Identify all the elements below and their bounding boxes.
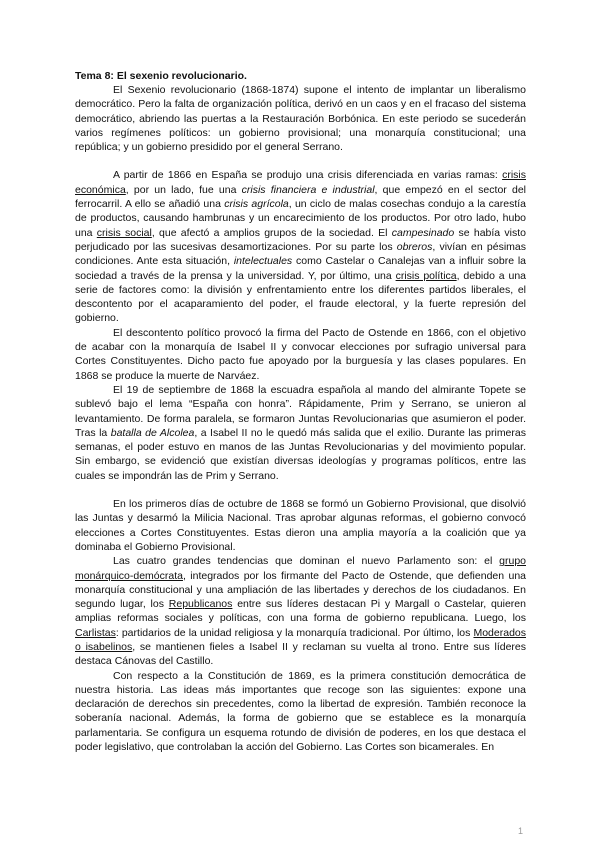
text-run: , que empezó en el sector del ferrocarril. A ello se añadió una bbox=[75, 183, 526, 211]
paragraph bbox=[75, 83, 526, 154]
underlined-text: crisis económica bbox=[75, 169, 526, 196]
document-title: Tema 8: El sexenio revolucionario. bbox=[75, 70, 247, 82]
text-run: : partidarios de la unidad religiosa y la monarquía tradicional. Por último, los bbox=[115, 626, 474, 639]
page-number: 1 bbox=[518, 826, 524, 836]
text-run: , un ciclo de malas cosechas condujo a la carestía de productos, causando hambrunas y un encarecimiento de los productos. Por otro lado, hubo una bbox=[75, 198, 527, 239]
text-run: El Sexenio revolucionario (1868-1874) supone el intento de implantar un liberalismo democrático. Pero la falta de organización política, derivó en un caos y en el fracaso del sistema democrático, abriendo las puertas a la Restauración Borbónica. En este periodo se sucederán varios regímenes políticos: un gobierno provisional; una monarquía constitucional; una república; y un gobierno presidido por el general Serrano. bbox=[75, 84, 526, 154]
underlined-text: grupo monárquico-demócrata bbox=[75, 555, 526, 582]
italic-text: crisis financiera e industrial bbox=[241, 183, 375, 196]
paragraph bbox=[75, 554, 526, 668]
text-run: En los primeros días de octubre de 1868 se formó un Gobierno Provisional, que disolvió las Juntas y desarmó la Milicia Nacional. Tras aprobar algunas reformas, el gobierno convocó elecciones a Cortes Constituyentes. Estas dieron una amplia mayoría a la coalición que ya dominaba el Gobierno Provisional. bbox=[75, 498, 526, 553]
text-run: , integrados por los firmante del Pacto de Ostende, que defienden una monarquía constitucional y una ampliación de las libertades y derechos de los ciudadanos. En segundo lugar, los bbox=[75, 569, 526, 611]
paragraph bbox=[75, 669, 526, 755]
text-run: , se mantienen fieles a Isabel II y reclaman su vuelta al trono. Entre sus líderes destaca Cánovas del Castillo. bbox=[75, 640, 527, 668]
text-run: , vivían en pésimas condiciones. Ante esta situación, bbox=[75, 240, 526, 268]
paragraph-container bbox=[75, 83, 526, 754]
italic-text: intelectuales bbox=[233, 255, 293, 268]
paragraph bbox=[75, 383, 526, 483]
text-run: entre sus líderes destacan Pi y Margall o Castelar, quieren amplias reformas sociales y políticas, con una forma de gobierno republicana. Luego, los bbox=[75, 598, 526, 625]
text-run: , por un lado, fue una bbox=[125, 183, 242, 196]
document-body bbox=[75, 70, 526, 754]
text-run: El descontento político provocó la firma del Pacto de Ostende en 1866, con el objetivo de acabar con la monarquía de Isabel II y convocar elecciones por sufragio universal para Cortes Constituyentes. Dicho pacto fue apoyado por la burguesía y las clases populares. En 1868 se produce la muerte de Narváez. bbox=[75, 326, 526, 382]
text-run: , a Isabel II no le quedó más salida que el exilio. Durante las primeras semanas, el poder estuvo en manos de las Juntas Revolucionarias y del movimiento popular. Sin embargo, se evidenció que existían diversas ideologías y programas políticos, entre las cuales se impondrán las de Prim y Serrano. bbox=[75, 426, 526, 482]
text-run: se había visto perjudicado por las sucesivas desamortizaciones. Por su parte los bbox=[75, 226, 526, 253]
paragraph bbox=[75, 326, 526, 383]
text-run: como Castelar o Canalejas van a influir sobre la sociedad a través de la prensa y la universidad. Y, por último, una bbox=[75, 255, 527, 282]
text-run: El 19 de septiembre de 1868 la escuadra española al mando del almirante Topete se sublevó bajo el lema “España con honra”. Rápidamente, Prim y Serrano, se unieron al levantamiento. De forma paralela, se formaron Juntas Revolucionarias que asumieron el poder. Tras la bbox=[75, 383, 526, 439]
italic-text: batalla de Alcolea bbox=[110, 426, 195, 439]
text-run: , que afectó a amplios grupos de la sociedad. El bbox=[151, 226, 392, 239]
underlined-text: Moderados o isabelinos bbox=[75, 626, 526, 653]
text-run: , debido a una serie de factores como: la división y enfrentamiento entre los diferentes partidos liberales, el descontento por el acaparamiento del poder, el fraude electoral, y la fuerte represión del gobierno. bbox=[75, 269, 526, 325]
paragraph-spacer bbox=[75, 154, 526, 168]
paragraph bbox=[75, 497, 526, 554]
underlined-text: Carlistas bbox=[75, 626, 116, 639]
text-run: Con respecto a la Constitución de 1869, es la primera constitución democrática de nuestra historia. Las ideas más importantes que recoge son las siguientes: expone una declaración de derechos sin precedentes, como la libertad de expresión. También reconoce la soberanía nacional. Además, la forma de gobierno que se establece es la monarquía parlamentaria. Se configura un esquema rotundo de división de poderes, en los que destaca el poder legislativo, que controlaban la acción del Gobierno. Las Cortes son bicamerales. En bbox=[75, 669, 526, 754]
italic-text: crisis agrícola bbox=[224, 198, 289, 211]
text-run: Las cuatro grandes tendencias que dominan el nuevo Parlamento son: el bbox=[113, 555, 500, 568]
paragraph-spacer bbox=[75, 483, 526, 497]
underlined-text: crisis política bbox=[395, 269, 457, 282]
italic-text: campesinado bbox=[391, 226, 455, 239]
italic-text: obreros bbox=[396, 240, 433, 253]
text-run: A partir de 1866 en España se produjo una crisis diferenciada en varias ramas: bbox=[113, 169, 503, 182]
underlined-text: crisis social bbox=[96, 226, 152, 239]
underlined-text: Republicanos bbox=[168, 598, 233, 611]
paragraph bbox=[75, 168, 526, 325]
